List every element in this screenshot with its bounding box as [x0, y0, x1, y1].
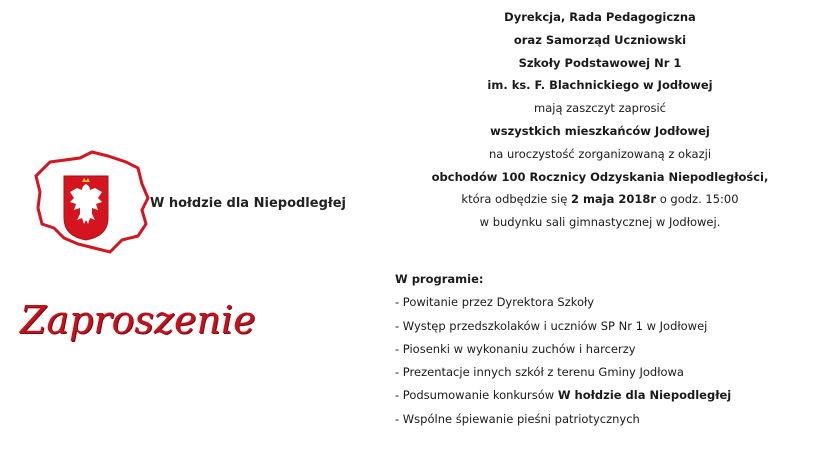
program-item: - Prezentacje innych szkół z terenu Gminy Jodłowa: [395, 365, 684, 380]
program-item: - Występ przedszkolaków i uczniów SP Nr 1 w Jodłowej: [395, 318, 708, 333]
invitation-date-line: [380, 188, 819, 211]
invitation-line-2: oraz Samorząd Uczniowski: [513, 32, 687, 47]
program-section: [395, 268, 731, 431]
invitation-text: [380, 6, 819, 234]
invitation-line-1: Dyrekcja, Rada Pedagogiczna: [504, 10, 696, 24]
program-item: - Piosenki w wykonaniu zuchów i harcerzy: [395, 341, 636, 356]
date-line-mid: o godz.: [656, 192, 706, 207]
slogan-text: W hołdzie dla Niepodległej: [150, 196, 346, 211]
invitation-line-6: wszystkich mieszkańców Jodłowej: [490, 123, 710, 138]
program-heading: W programie:: [395, 272, 484, 286]
invitation-line-4: im. ks. F. Blachnickiego w Jodłowej: [487, 78, 713, 93]
invitation-place: w budynku sali gimnastycznej w Jodłowej.: [479, 215, 721, 230]
program-item: - Powitanie przez Dyrektora Szkoły: [395, 295, 595, 310]
date-line-pre: która odbędzie się: [461, 192, 571, 207]
event-time: 15:00: [705, 192, 739, 207]
invitation-line-8: obchodów 100 Rocznicy Odzyskania Niepodległości,: [431, 169, 769, 184]
invitation-line-7: na uroczystość zorganizowaną z okazji: [488, 146, 712, 161]
poland-map-emblem: [30, 148, 160, 258]
polish-eagle-icon: [64, 176, 108, 240]
invitation-line-3: Szkoły Podstawowej Nr 1: [518, 55, 682, 70]
invitation-line-5: mają zaszczyt zaprosić: [534, 101, 666, 116]
page-title: Zaproszenie: [20, 298, 256, 342]
program-item: - Wspólne śpiewanie pieśni patriotycznych: [395, 411, 640, 426]
program-item: - Podsumowanie konkursów W hołdzie dla Niepodległej: [395, 388, 732, 403]
event-date: 2 maja 2018r: [570, 192, 657, 207]
